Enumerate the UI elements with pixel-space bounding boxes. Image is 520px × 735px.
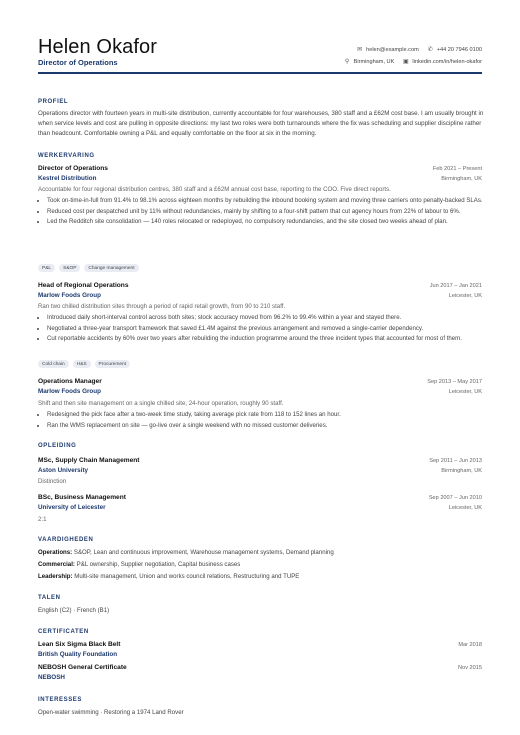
job-description: Shift and then site management on a single chilled site, 24-hour operation, roughly 90 staff.	[38, 400, 284, 407]
job-location: Leicester, UK	[448, 293, 482, 299]
job-title: Head of Regional Operations	[38, 282, 129, 289]
education-location: Birmingham, UK	[441, 468, 482, 474]
section-heading-profile: PROFIEL	[38, 99, 69, 105]
skill-tag: Procurement	[95, 360, 130, 368]
contact-phone[interactable]	[427, 47, 482, 53]
skill-tag: H&S	[73, 360, 91, 368]
education-school: University of Leicester	[38, 504, 106, 511]
education-degree: MSc, Supply Chain Management	[38, 457, 140, 464]
job-dates: Sep 2013 – May 2017	[427, 379, 482, 385]
skill-tag: S&OP	[59, 264, 80, 272]
section-heading-experience: WERKERVARING	[38, 153, 95, 159]
languages-text: English (C2) · French (B1)	[38, 607, 110, 614]
job-bullet: • Ran the WMS replacement on site — go-live over a single weekend with no missed customer deliveries.	[47, 421, 484, 431]
location-pin-icon: ⚲	[344, 59, 350, 65]
job-bullets	[38, 410, 484, 431]
job-bullets	[38, 313, 484, 345]
candidate-title: Director of Operations	[38, 58, 118, 67]
skill-tags	[38, 264, 139, 272]
contact-row-2	[344, 59, 482, 65]
job-company: Marlow Foods Group	[38, 292, 101, 299]
skill-tags	[38, 360, 130, 368]
education-dates: Sep 2007 – Jun 2010	[428, 495, 482, 501]
skills-value: S&OP, Lean and continuous improvement, Warehouse management systems, Demand planning	[73, 549, 334, 556]
phone-icon: ✆	[427, 47, 433, 53]
certificate-name: Lean Six Sigma Black Belt	[38, 641, 121, 648]
job-bullet: • Reduced cost per despatched unit by 11% without redundancies, mainly by shifting to a four-shift pattern that cut agency hours from 22% of labour to 6%.	[47, 207, 484, 217]
section-heading-skills: VAARDIGHEDEN	[38, 537, 94, 543]
job-company: Marlow Foods Group	[38, 388, 101, 395]
job-dates: Feb 2021 – Present	[432, 166, 482, 172]
interests-text: Open-water swimming · Restoring a 1974 Land Rover	[38, 709, 184, 716]
education-note: 2:1	[38, 516, 47, 523]
job-description: Accountable for four regional distribution centres, 380 staff and a £62M annual cost base, reporting to the COO. Five direct reports.	[38, 186, 391, 193]
email-text: helen@example.com	[366, 47, 419, 53]
certificate-date: Mar 2018	[458, 642, 482, 648]
contact-row-1	[356, 47, 482, 53]
education-school: Aston University	[38, 467, 89, 474]
linkedin-text: linkedin.com/in/helen-okafor	[412, 59, 482, 65]
skills-label: Commercial:	[38, 561, 75, 568]
contact-location	[344, 59, 395, 65]
education-dates: Sep 2011 – Jun 2013	[429, 458, 482, 464]
phone-text: +44 20 7946 0100	[436, 47, 482, 53]
contact-email[interactable]	[356, 47, 419, 53]
candidate-name: Helen Okafor	[38, 36, 158, 58]
job-bullet: • Cut reportable accidents by 60% over two years after rebuilding the induction programme around the three incident types that accounted for most of them.	[47, 334, 484, 344]
certificate-name: NEBOSH General Certificate	[38, 664, 127, 671]
skills-value: Multi-site management, Union and works council relations, Restructuring and TUPE	[74, 573, 300, 580]
job-location: Birmingham, UK	[441, 176, 482, 182]
certificate-issuer: British Quality Foundation	[38, 651, 118, 658]
job-title: Director of Operations	[38, 165, 108, 172]
skill-tag: Cold chain	[38, 360, 69, 368]
job-description: Ran two chilled distribution sites through a period of rapid retail growth, from 90 to 210 staff.	[38, 303, 286, 310]
mail-icon: ✉	[357, 47, 363, 53]
certificate-date: Nov 2015	[458, 665, 482, 671]
job-bullet: • Introduced daily short-interval control across both sites; stock accuracy moved from 96.2% to 99.4% within a year and stayed there.	[47, 313, 484, 323]
skill-tag: P&L	[38, 264, 55, 272]
section-heading-languages: TALEN	[38, 595, 61, 601]
skills-row	[38, 573, 484, 580]
skills-row	[38, 549, 484, 556]
certificate-issuer: NEBOSH	[38, 674, 65, 681]
job-bullet: • Led the Redditch site consolidation — 140 roles relocated or redeployed, no compulsory redundancies, and the site closed two weeks ahead of plan.	[47, 217, 484, 227]
job-bullet: • Redesigned the pick face after a two-week time study, taking average pick rate from 118 to 152 lines an hour.	[47, 410, 484, 420]
education-degree: BSc, Business Management	[38, 494, 126, 501]
skill-tag: Change management	[84, 264, 138, 272]
section-heading-education: OPLEIDING	[38, 443, 77, 449]
skills-row	[38, 561, 484, 568]
skills-value: P&L ownership, Supplier negotiation, Capital business cases	[76, 561, 241, 568]
education-location: Leicester, UK	[448, 505, 482, 511]
linkedin-icon: ▣	[403, 59, 409, 65]
section-heading-interests: INTERESSES	[38, 697, 83, 703]
job-company: Kestrel Distribution	[38, 175, 97, 182]
header-divider	[38, 72, 482, 74]
skills-label: Leadership:	[38, 573, 73, 580]
location-text: Birmingham, UK	[353, 59, 395, 65]
section-heading-certificates: CERTIFICATEN	[38, 629, 89, 635]
skills-label: Operations:	[38, 549, 73, 556]
job-title: Operations Manager	[38, 378, 102, 385]
job-bullets	[38, 196, 484, 228]
education-note: Distinction	[38, 478, 67, 485]
job-bullet: • Took on-time-in-full from 91.4% to 98.1% across eighteen months by rebuilding the inbound booking system and moving three carriers onto penalty-backed SLAs.	[47, 196, 484, 206]
contact-linkedin[interactable]	[402, 59, 482, 65]
job-location: Leicester, UK	[448, 389, 482, 395]
job-bullet: • Negotiated a three-year transport framework that saved £1.4M against the previous arrangement and removed a single-carrier dependency.	[47, 324, 484, 334]
job-dates: Jun 2017 – Jan 2021	[429, 283, 482, 289]
profile-text: Operations director with fourteen years in multi-site distribution, currently accountable for four warehouses, 380 staff and a £62M cost base. I am usually brought in when service levels and cost are pulling in opposite directions: my last two roles were both turnarounds where the fix was scheduling and supplier discipline rather than headcount. Comfortable owning a P&L and equally comfortable on the floor at six in the morning.	[38, 110, 484, 137]
